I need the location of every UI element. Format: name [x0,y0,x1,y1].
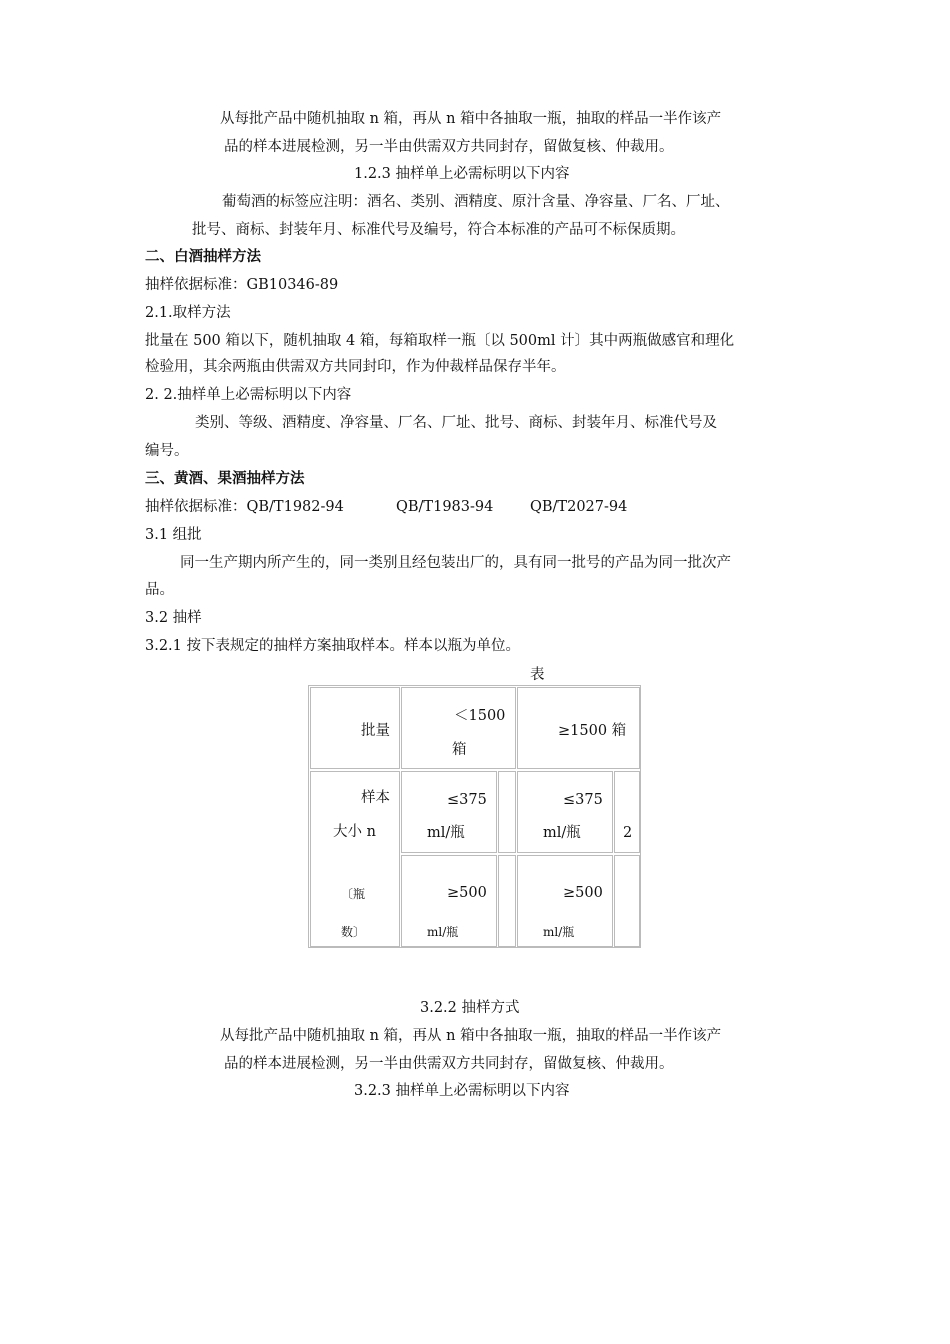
paragraph-line: 品的样本进展检测，另一半由供需双方共同封存，留做复核、仲裁用。 [224,1056,674,1072]
paragraph-line: 编号。 [145,443,189,459]
subsection-heading: 3.2 抽样 [145,610,202,626]
header-ge-1500: ≥1500 箱 [558,723,627,739]
sample-label: 样本 [361,790,390,806]
cell-value: ≤375 [447,792,487,808]
cell-value: 2 [623,825,633,841]
standard-line: QB/T2027-94 [530,499,628,515]
table-cell [517,771,613,853]
cell-value: ml/瓶 [543,825,581,841]
subsection-heading: 3.1 组批 [145,527,202,543]
section-title: 二、白酒抽样方法 [145,249,261,265]
table-cell [498,771,516,853]
header-box-unit: 箱 [452,742,467,758]
standard-line: QB/T1983-94 [396,499,494,515]
paragraph-line: 批号、商标、封装年月、标准代号及编号，符合本标准的产品可不标保质期。 [192,222,685,238]
section-heading: 1.2.3 抽样单上必需标明以下内容 [354,166,570,182]
paragraph-line: 同一生产期内所产生的，同一类别且经包装出厂的，具有同一批号的产品为同一批次产 [180,555,731,571]
table-cell [401,687,516,769]
sample-label: 〔瓶 [341,887,366,901]
cell-value: ml/瓶 [427,825,465,841]
paragraph-line: 品。 [145,582,174,598]
subsection-heading: 3.2.3 抽样单上必需标明以下内容 [354,1083,570,1099]
subsection-heading: 2.1.取样方法 [145,305,231,321]
batch-label: 批量 [361,723,390,739]
table-cell [517,855,613,947]
table-cell [310,771,400,947]
paragraph-line: 从每批产品中随机抽取 n 箱，再从 n 箱中各抽取一瓶，抽取的样品一半作该产 [220,111,722,127]
table-cell [614,855,640,947]
paragraph-line: 品的样本进展检测，另一半由供需双方共同封存，留做复核、仲裁用。 [224,139,674,155]
paragraph-line: 从每批产品中随机抽取 n 箱，再从 n 箱中各抽取一瓶，抽取的样品一半作该产 [220,1028,722,1044]
standard-line: 抽样依据标准：QB/T1982-94 [145,499,344,515]
subsection-heading: 2. 2.抽样单上必需标明以下内容 [145,387,352,403]
paragraph-line: 检验用，其余两瓶由供需双方共同封印，作为仲裁样品保存半年。 [145,359,566,375]
header-lt-1500: ＜1500 [454,708,506,724]
section-title: 三、黄酒、果酒抽样方法 [145,471,305,487]
cell-value: ≥500 [563,885,603,901]
cell-value: ≤375 [563,792,603,808]
table-cell [310,687,400,769]
table-caption: 表 [530,667,545,683]
table-cell [498,855,516,947]
table-cell [517,687,640,769]
standard-line: 抽样依据标准：GB10346-89 [145,277,339,293]
sampling-table [308,685,641,948]
cell-value: ml/瓶 [543,925,575,939]
cell-value: ml/瓶 [427,925,459,939]
paragraph-line: 类别、等级、酒精度、净容量、厂名、厂址、批号、商标、封装年月、标准代号及 [195,415,717,431]
sample-label: 数〕 [341,925,366,939]
cell-value: ≥500 [447,885,487,901]
sample-label: 大小 n [333,824,376,840]
paragraph-line: 批量在 500 箱以下，随机抽取 4 箱，每箱取样一瓶〔以 500ml 计〕其中两瓶做感官和理化 [145,333,735,349]
table-cell [401,855,497,947]
table-cell [614,771,640,853]
paragraph-line: 3.2.1 按下表规定的抽样方案抽取样本。样本以瓶为单位。 [145,638,521,654]
table-cell [401,771,497,853]
paragraph-line: 葡萄酒的标签应注明：酒名、类别、酒精度、原汁含量、净容量、厂名、厂址、 [222,194,730,210]
subsection-heading: 3.2.2 抽样方式 [420,1000,520,1016]
